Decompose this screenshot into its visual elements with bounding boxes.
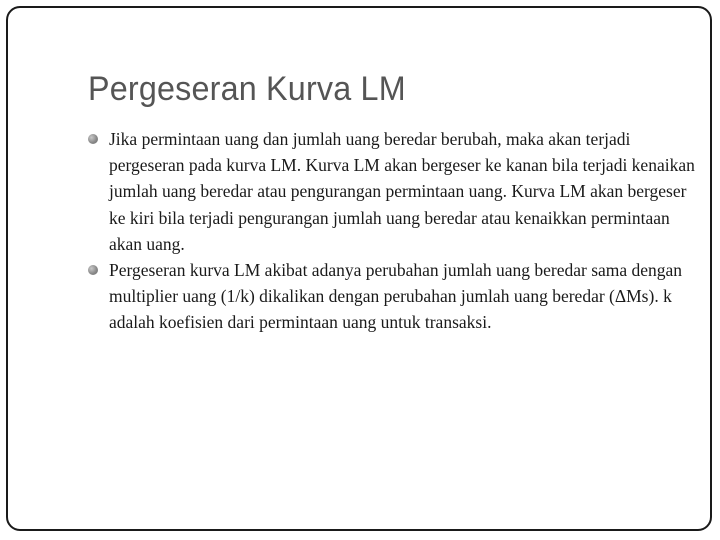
bullet-item-2: [88, 257, 698, 336]
bullet-list: [88, 126, 698, 336]
bullet-item-1: [88, 126, 698, 257]
bullet-icon: [88, 265, 98, 275]
bullet-icon: [88, 134, 98, 144]
bullet-text-1: Jika permintaan uang dan jumlah uang beredar berubah, maka akan terjadi pergeseran pada kurva LM. Kurva LM akan bergeser ke kanan bila terjadi kenaikan jumlah uang beredar atau pengurangan permintaan uang. Kurva LM akan bergeser ke kiri bila terjadi pengurangan jumlah uang beredar atau kenaikkan permintaan akan uang.: [109, 129, 695, 254]
slide-title: Pergeseran Kurva LM: [88, 70, 406, 108]
bullet-text-2: Pergeseran kurva LM akibat adanya perubahan jumlah uang beredar sama dengan multiplier uang (1/k) dikalikan dengan perubahan jumlah uang beredar (ΔMs). k adalah koefisien dari permintaan uang untuk transaksi.: [109, 260, 683, 333]
slide-frame: [6, 6, 712, 531]
